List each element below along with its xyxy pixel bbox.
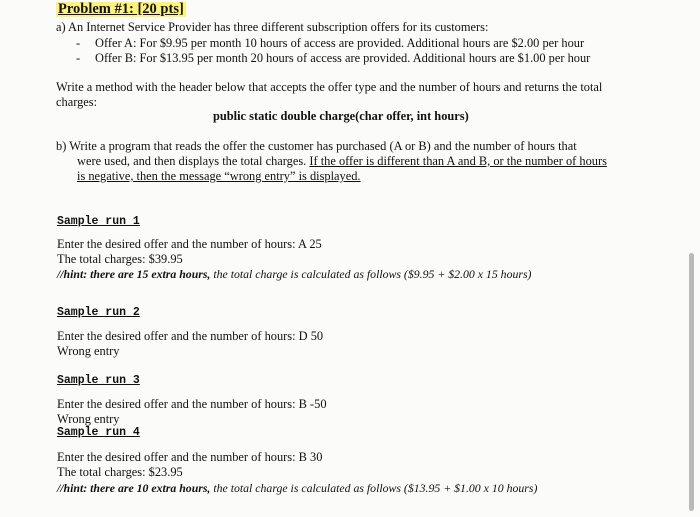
vertical-scrollbar[interactable]: [689, 253, 694, 511]
bullet-dash: -: [76, 51, 81, 65]
sample-run-4-prompt: Enter the desired offer and the number of hours: B 30: [57, 450, 323, 464]
hint-bold: //hint: there are 15 extra hours,: [57, 267, 211, 281]
sample-run-3-output: Wrong entry: [57, 412, 120, 426]
part-b-line-2: [77, 154, 607, 169]
problem-title: Problem #1: [20 pts]: [58, 1, 184, 17]
sample-run-1-prompt: Enter the desired offer and the number of hours: A 25: [57, 237, 322, 251]
sample-run-2-label: Sample run 2: [57, 306, 140, 319]
task-line-2: charges:: [56, 95, 98, 109]
sample-run-1-output: The total charges: $39.95: [57, 252, 183, 266]
part-b-line-2-plain: were used, and then displays the total charges.: [77, 154, 310, 168]
hint-bold: //hint: there are 10 extra hours,: [57, 481, 211, 495]
method-header: public static double charge(char offer, int hours): [213, 109, 469, 123]
part-b-line-1: b) Write a program that reads the offer the customer has purchased (A or B) and the number of hours that: [56, 139, 577, 153]
task-line-1: Write a method with the header below that accepts the offer type and the number of hours and returns the total: [56, 80, 603, 94]
offer-b-text: Offer B: For $13.95 per month 20 hours of access are provided. Additional hours are $1.00 per hour: [95, 51, 591, 65]
hint-rest: the total charge is calculated as follows ($13.95 + $1.00 x 10 hours): [210, 481, 538, 495]
sample-run-1-hint: [57, 267, 532, 282]
hint-rest: the total charge is calculated as follows ($9.95 + $2.00 x 15 hours): [210, 267, 532, 281]
part-b-line-2-underlined: If the offer is different than A and B, or the number of hours: [309, 154, 607, 168]
sample-run-4-label: Sample run 4: [57, 426, 140, 439]
sample-run-1-label: Sample run 1: [57, 215, 140, 228]
bullet-dash: -: [76, 36, 81, 50]
part-b-line-3: is negative, then the message “wrong entry” is displayed.: [77, 169, 361, 183]
sample-run-3-prompt: Enter the desired offer and the number of hours: B -50: [57, 397, 327, 411]
sample-run-4-hint: [57, 481, 537, 496]
part-a-intro: a) An Internet Service Provider has three different subscription offers for its customers:: [56, 20, 489, 34]
sample-run-2-prompt: Enter the desired offer and the number of hours: D 50: [57, 329, 324, 343]
sample-run-2-output: Wrong entry: [57, 344, 120, 358]
sample-run-3-label: Sample run 3: [57, 374, 140, 387]
offer-a-text: Offer A: For $9.95 per month 10 hours of access are provided. Additional hours are $2.00 per hour: [95, 36, 585, 50]
sample-run-4-output: The total charges: $23.95: [57, 465, 183, 479]
